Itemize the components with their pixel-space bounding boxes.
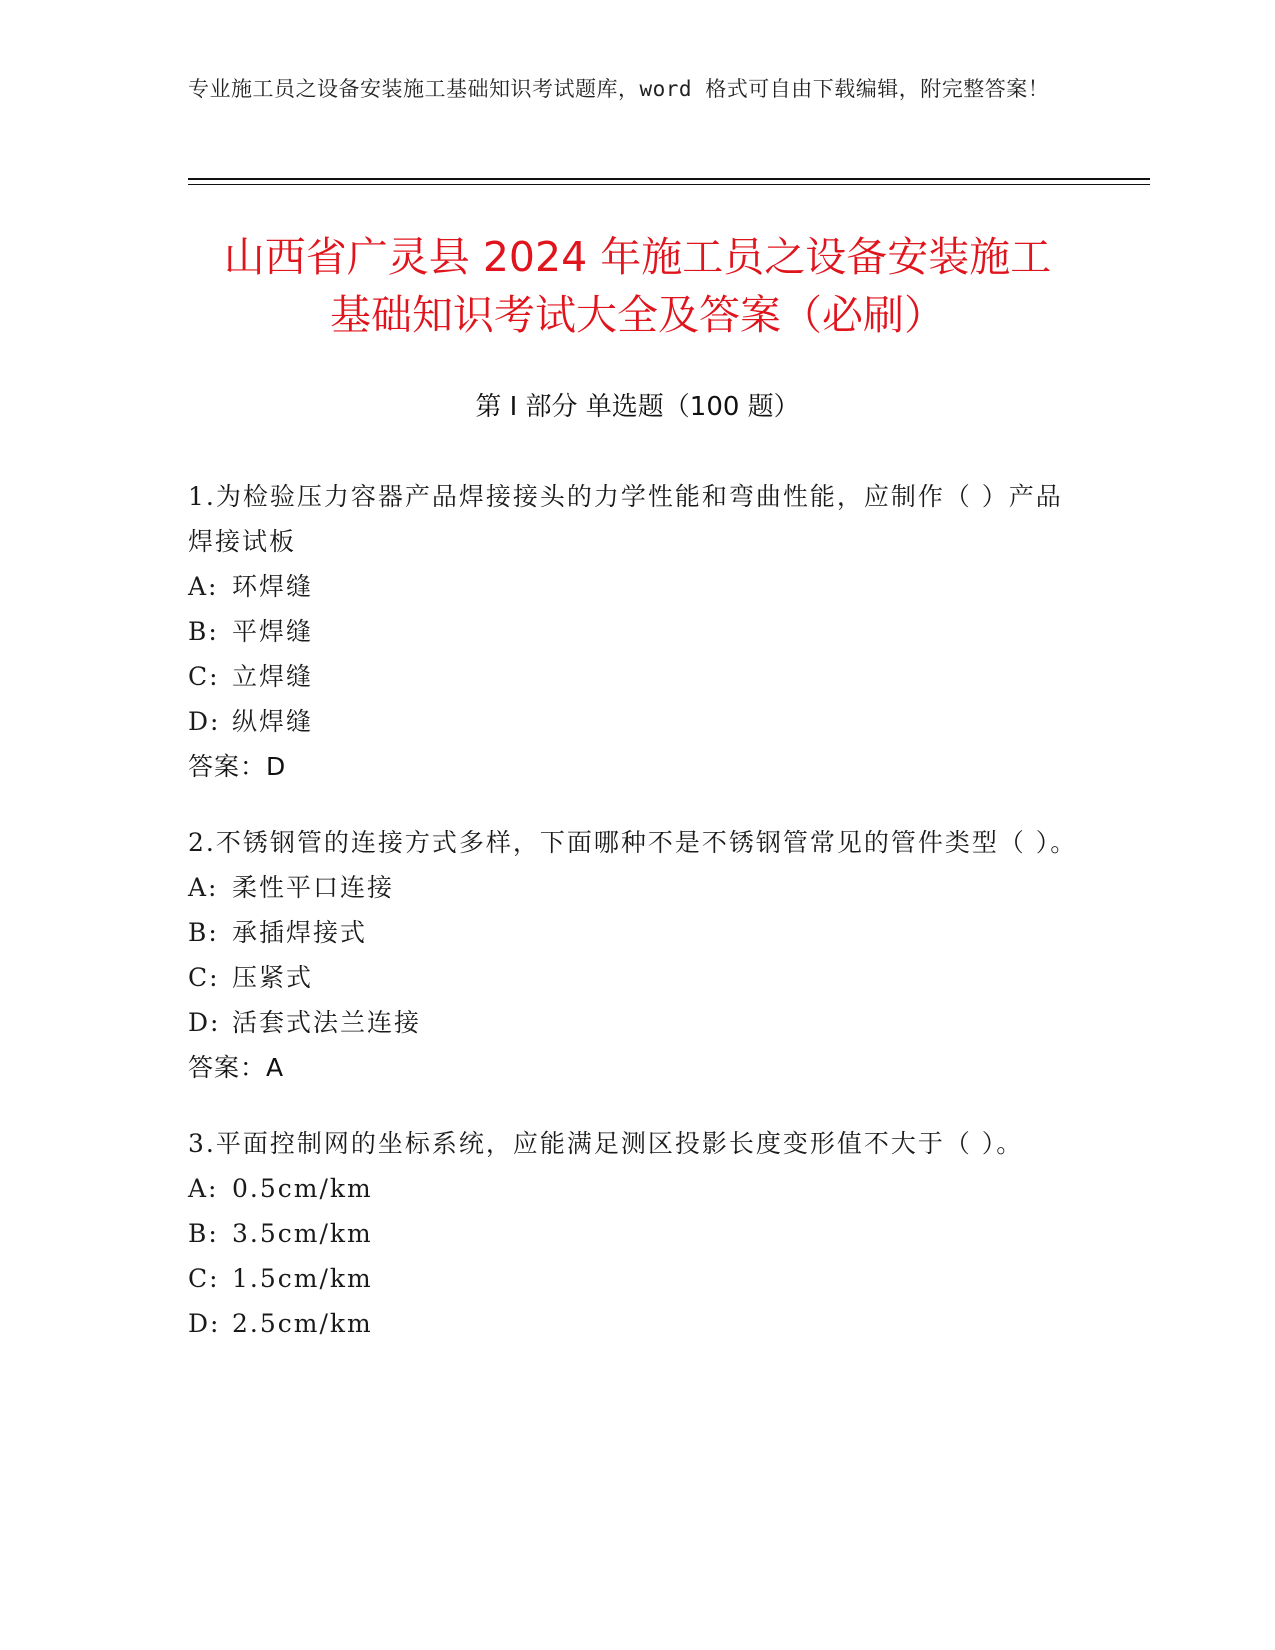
question-stem: 2.不锈钢管的连接方式多样，下面哪种不是不锈钢管常见的管件类型（ ）。 (188, 828, 1078, 857)
option-text: 平焊缝 (232, 617, 314, 646)
option-d (188, 1301, 1088, 1346)
option-key: A: (188, 873, 219, 902)
option-a (188, 564, 1088, 609)
option-d (188, 1000, 1088, 1045)
option-b (188, 910, 1088, 955)
header-rule-thin (188, 184, 1150, 185)
option-key: C: (188, 662, 220, 691)
option-key: A: (188, 572, 219, 601)
option-text: 环焊缝 (232, 572, 314, 601)
option-b (188, 609, 1088, 654)
option-key: C: (188, 1264, 220, 1293)
option-c (188, 955, 1088, 1000)
option-text: 2.5cm/km (232, 1309, 373, 1338)
section-heading: 第 I 部分 单选题（100 题） (475, 392, 800, 422)
answer-line: 答案：A (188, 1053, 285, 1082)
question-3 (188, 1121, 1088, 1346)
option-key: B: (188, 1219, 219, 1248)
document-title-line-2: 基础知识考试大全及答案（必刷） (330, 291, 945, 339)
option-a (188, 1166, 1088, 1211)
option-key: D: (188, 707, 221, 736)
document-title (150, 228, 1125, 344)
option-text: 柔性平口连接 (232, 873, 395, 902)
option-text: 纵焊缝 (232, 707, 314, 736)
document-title-line-1: 山西省广灵县 2024 年施工员之设备安装施工 (223, 233, 1052, 281)
question-stem: 1.为检验压力容器产品焊接接头的力学性能和弯曲性能，应制作（ ）产品焊接试板 (188, 482, 1063, 556)
header-rule-thick (188, 178, 1150, 180)
option-key: A: (188, 1174, 219, 1203)
option-text: 立焊缝 (232, 662, 314, 691)
option-c (188, 1256, 1088, 1301)
option-text: 活套式法兰连接 (232, 1008, 422, 1037)
question-1 (188, 474, 1088, 789)
option-key: B: (188, 617, 219, 646)
question-stem: 3.平面控制网的坐标系统，应能满足测区投影长度变形值不大于（ ）。 (188, 1129, 1024, 1158)
option-c (188, 654, 1088, 699)
option-d (188, 699, 1088, 744)
option-key: D: (188, 1008, 221, 1037)
option-text: 3.5cm/km (232, 1219, 373, 1248)
option-text: 压紧式 (232, 963, 314, 992)
option-text: 1.5cm/km (232, 1264, 373, 1293)
question-list (188, 474, 1088, 1377)
option-key: C: (188, 963, 220, 992)
option-a (188, 865, 1088, 910)
header-note: 专业施工员之设备安装施工基础知识考试题库，word 格式可自由下载编辑，附完整答案！ (188, 77, 1050, 101)
option-text: 承插焊接式 (232, 918, 368, 947)
answer-line: 答案：D (188, 752, 287, 781)
question-2 (188, 820, 1088, 1090)
option-b (188, 1211, 1088, 1256)
option-key: D: (188, 1309, 221, 1338)
option-text: 0.5cm/km (232, 1174, 373, 1203)
option-key: B: (188, 918, 219, 947)
